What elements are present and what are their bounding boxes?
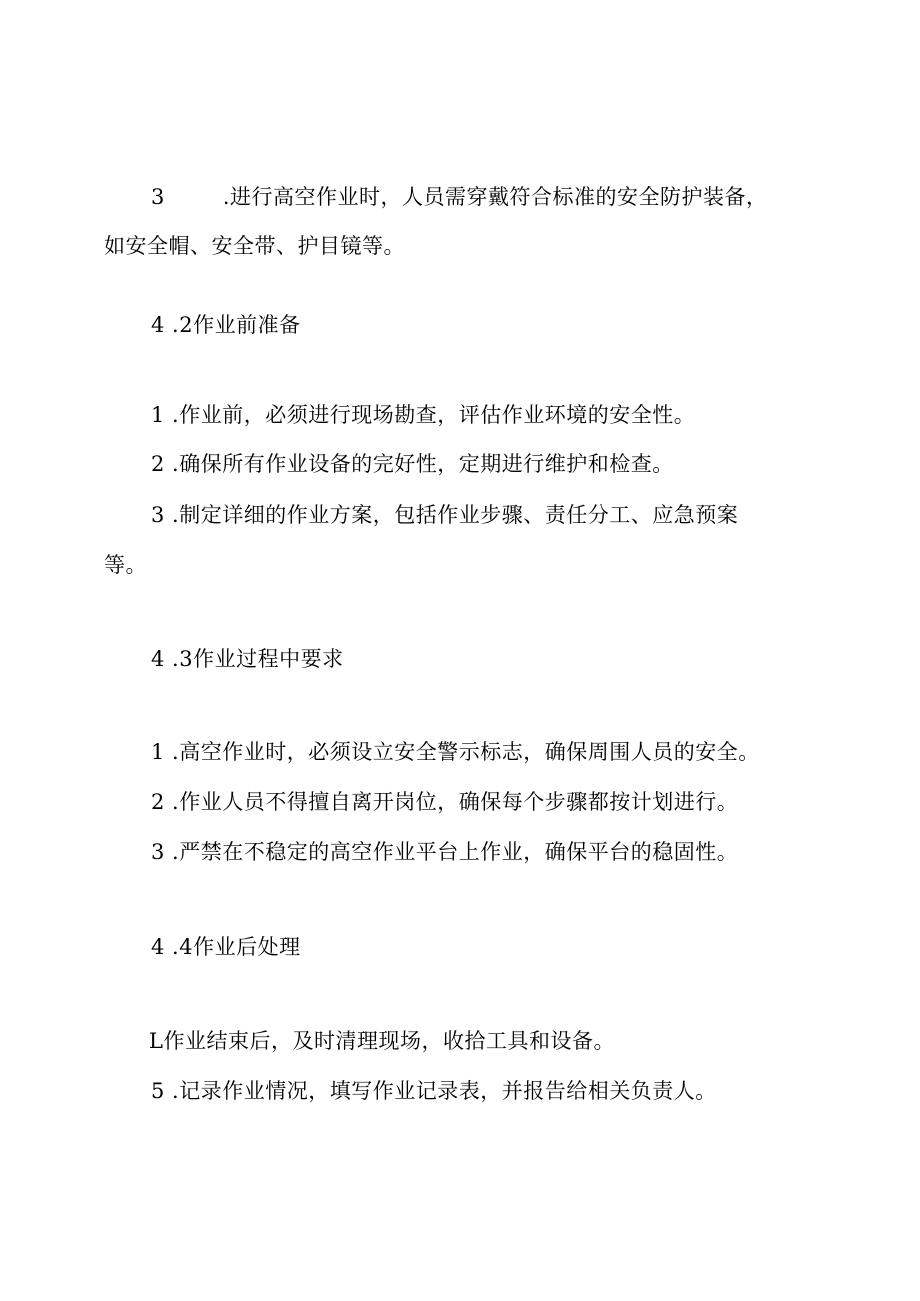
list-item: 1 .作业前，必须进行现场勘查，评估作业环境的安全性。 xyxy=(151,403,696,427)
section-heading: 4 .4作业后处理 xyxy=(151,935,301,959)
list-item: 3 .制定详细的作业方案，包括作业步骤、责任分工、应急预案 xyxy=(151,503,739,527)
list-item: 1 .高空作业时，必须设立安全警示标志，确保周围人员的安全。 xyxy=(151,740,760,764)
item-text: .进行高空作业时，人员需穿戴符合标准的安全防护装备， xyxy=(222,185,768,209)
list-item: 3 .严禁在不稳定的高空作业平台上作业，确保平台的稳固性。 xyxy=(151,840,739,864)
item-number: 3 xyxy=(151,185,165,209)
list-item-continuation: 如安全帽、安全带、护目镜等。 xyxy=(104,234,405,258)
list-item: 2 .作业人员不得擅自离开岗位，确保每个步骤都按计划进行。 xyxy=(151,790,739,814)
list-item: 2 .确保所有作业设备的完好性，定期进行维护和检查。 xyxy=(151,452,674,476)
section-heading: 4 .2作业前准备 xyxy=(151,313,301,337)
list-item: L作业结束后，及时清理现场，收拾工具和设备。 xyxy=(149,1029,615,1053)
list-item-continuation: 等。 xyxy=(104,553,147,577)
list-item: 5 .记录作业情况，填写作业记录表，并报告给相关负责人。 xyxy=(151,1079,717,1103)
section-heading: 4 .3作业过程中要求 xyxy=(151,647,344,671)
list-item xyxy=(151,185,768,209)
